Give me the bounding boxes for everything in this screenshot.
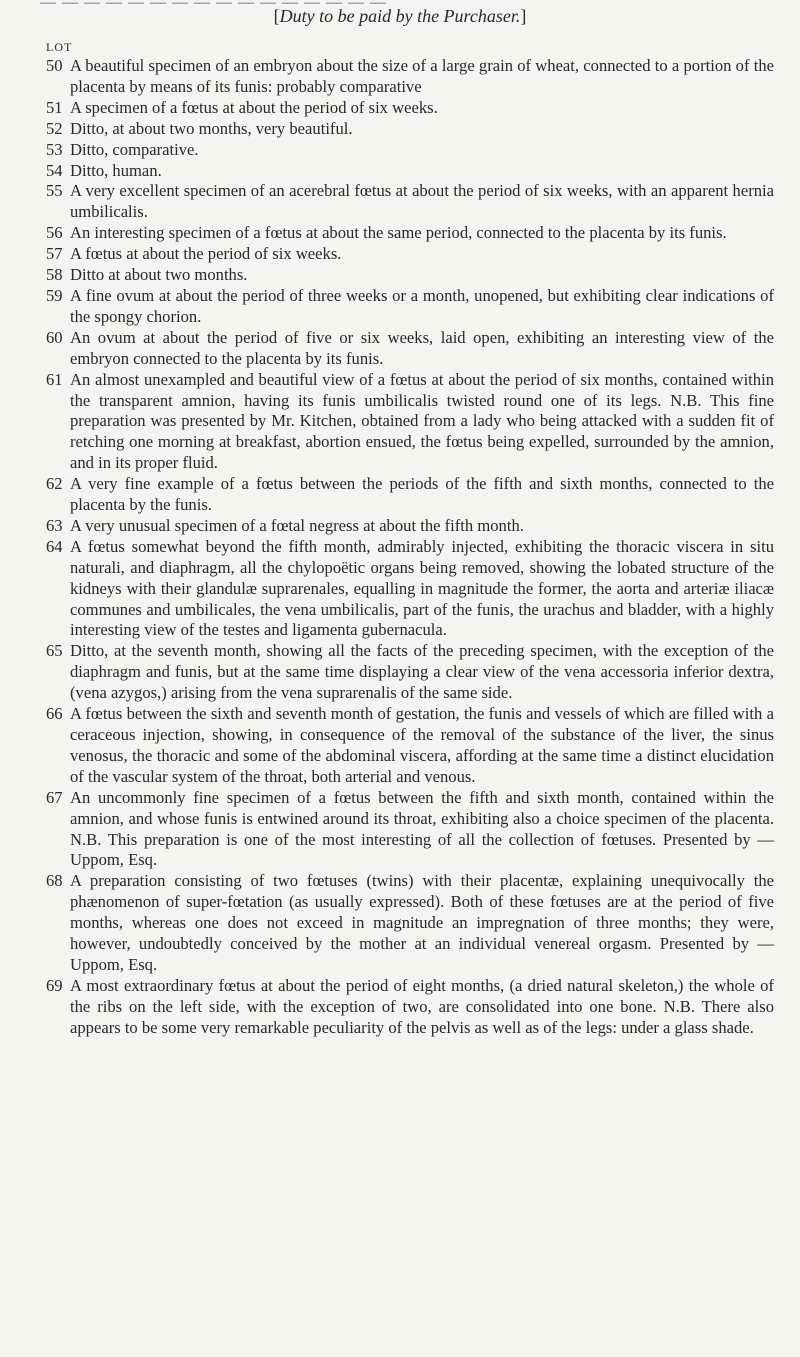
lot-description: An uncommonly fine specimen of a fœtus between the fifth and sixth month, contained within the amnion, and whose funis is entwined around its throat, exhibiting also a choice specimen of the placenta. N.B. This preparation is one of the most interesting of all the collection of fœtuses. Presented by — Uppom, Esq.: [70, 787, 774, 870]
lot-entry: [46, 161, 774, 182]
lot-number: 66: [46, 704, 63, 724]
lot-entry: [46, 244, 774, 265]
lot-entry: [46, 474, 774, 516]
lot-entry: [46, 537, 774, 642]
lot-entry: [46, 871, 774, 976]
lot-description: A fœtus somewhat beyond the fifth month, admirably injected, exhibiting the thoracic viscera in situ naturali, and diaphragm, all the chylopoëtic organs being removed, showing the lobated structure of the kidneys with their glandulæ suprarenales, equalling in magnitude the former, the aorta and arteriæ iliacæ communes and umbilicales, the vena umbilicalis, part of the funis, the urachus and bladder, with a highly interesting view of the testes and ligamenta gubernacula.: [70, 536, 774, 640]
lot-description: A most extraordinary fœtus at about the period of eight months, (a dried natural skeleton,) the whole of the ribs on the left side, with the exception of two, are consolidated into one bone. N.B. There also appears to be some very remarkable peculiarity of the pelvis as well as of the legs: under a glass shade.: [70, 975, 774, 1037]
lot-column-label: LOT: [46, 40, 73, 54]
lot-entry: [46, 328, 774, 370]
lot-entry: [46, 641, 774, 704]
lot-description: A fœtus at about the period of six weeks.: [70, 244, 342, 264]
lot-description: Ditto, at the seventh month, showing all the facts of the preceding specimen, with the exception of the diaphragm and funis, but at the same time displaying a clear view of the vena accessoria inferior dextra, (vena azygos,) arising from the vena suprarenalis of the same side.: [70, 641, 774, 703]
lot-entry: [46, 223, 774, 244]
lot-number: 58: [46, 265, 63, 285]
lot-description: Ditto at about two months.: [70, 265, 248, 285]
lot-description: Ditto, human.: [70, 160, 162, 180]
lot-description: A beautiful specimen of an embryon about the size of a large grain of wheat, connected to a portion of the placenta by means of its funis: probably comparative: [70, 56, 774, 96]
lot-number: 56: [46, 223, 63, 243]
lot-number: 52: [46, 118, 63, 138]
lot-entry: [46, 516, 774, 537]
lot-number: 60: [46, 327, 63, 347]
lot-number: 57: [46, 244, 63, 264]
lot-number: 63: [46, 515, 63, 535]
lot-number: 55: [46, 181, 63, 201]
lot-number: 68: [46, 871, 63, 891]
lot-description: A very excellent specimen of an acerebral fœtus at about the period of six weeks, with an apparent hernia umbilicalis.: [70, 181, 774, 222]
lot-description: A fine ovum at about the period of three weeks or a month, unopened, but exhibiting clear indications of the spongy chorion.: [70, 285, 774, 326]
lot-entry: [46, 140, 774, 161]
lot-description: An ovum at about the period of five or six weeks, laid open, exhibiting an interesting view of the embryon connected to the placenta by its funis.: [70, 327, 774, 368]
page-header: [Duty to be paid by the Purchaser.]: [273, 6, 527, 26]
lot-description: A preparation consisting of two fœtuses (twins) with their placentæ, explaining unequivocally the phænomenon of super-fœtation (as usually expressed). Both of these fœtuses are at the period of five months, whereas one does not exceed in magnitude an impregnation of three months; they were, however, undoubtedly conceived by the mother at an individual venereal orgasm. Presented by — Uppom, Esq.: [70, 871, 774, 974]
lot-number: 61: [46, 369, 63, 389]
lot-description: An interesting specimen of a fœtus at about the same period, connected to the placenta by its funis.: [70, 223, 727, 243]
lot-number: 50: [46, 56, 63, 75]
lot-number: 64: [46, 536, 63, 556]
lot-number: 69: [46, 975, 63, 995]
lot-entry: [46, 56, 774, 98]
lot-entry: [46, 181, 774, 223]
lot-description: An almost unexampled and beautiful view of a fœtus at about the period of six months, contained within the transparent amnion, having its funis umbilicalis twisted round one of its legs. N.B. This fine preparation was presented by Mr. Kitchen, obtained from a lady who being attacked with a sudden fit of retching one morning at breakfast, abortion ensued, the fœtus being expelled, surrounded by the amnion, and in its proper fluid.: [70, 369, 774, 473]
lot-description: A specimen of a fœtus at about the period of six weeks.: [70, 97, 438, 117]
lot-entry: [46, 98, 774, 119]
lot-list: [46, 56, 774, 1039]
lot-entry: [46, 119, 774, 140]
lot-description: A fœtus between the sixth and seventh month of gestation, the funis and vessels of which are filled with a ceraceous injection, showing, in consequence of the removal of the substance of the liver, the sinus venosus, the thoracic and some of the abdominal viscera, affording at the same time a distinct elucidation of the vascular system of the throat, both arterial and venous.: [70, 704, 774, 786]
lot-number: 54: [46, 160, 63, 180]
lot-entry: [46, 265, 774, 286]
lot-entry: [46, 704, 774, 788]
lot-entry: [46, 788, 774, 872]
lot-description: Ditto, at about two months, very beautiful.: [70, 118, 353, 138]
lot-entry: [46, 976, 774, 1039]
lot-entry: [46, 286, 774, 328]
lot-number: 53: [46, 139, 63, 159]
lot-number: 65: [46, 641, 63, 661]
lot-description: A very unusual specimen of a fœtal negress at about the fifth month.: [70, 515, 524, 535]
cropped-previous-line: ————————————————: [40, 0, 392, 11]
lot-number: 67: [46, 787, 63, 807]
lot-description: Ditto, comparative.: [70, 139, 199, 159]
lot-number: 59: [46, 285, 63, 305]
lot-entry: [46, 370, 774, 475]
lot-number: 62: [46, 474, 63, 494]
lot-number: 51: [46, 97, 63, 117]
lot-description: A very fine example of a fœtus between the periods of the fifth and sixth months, connected to the placenta by the funis.: [70, 474, 774, 515]
